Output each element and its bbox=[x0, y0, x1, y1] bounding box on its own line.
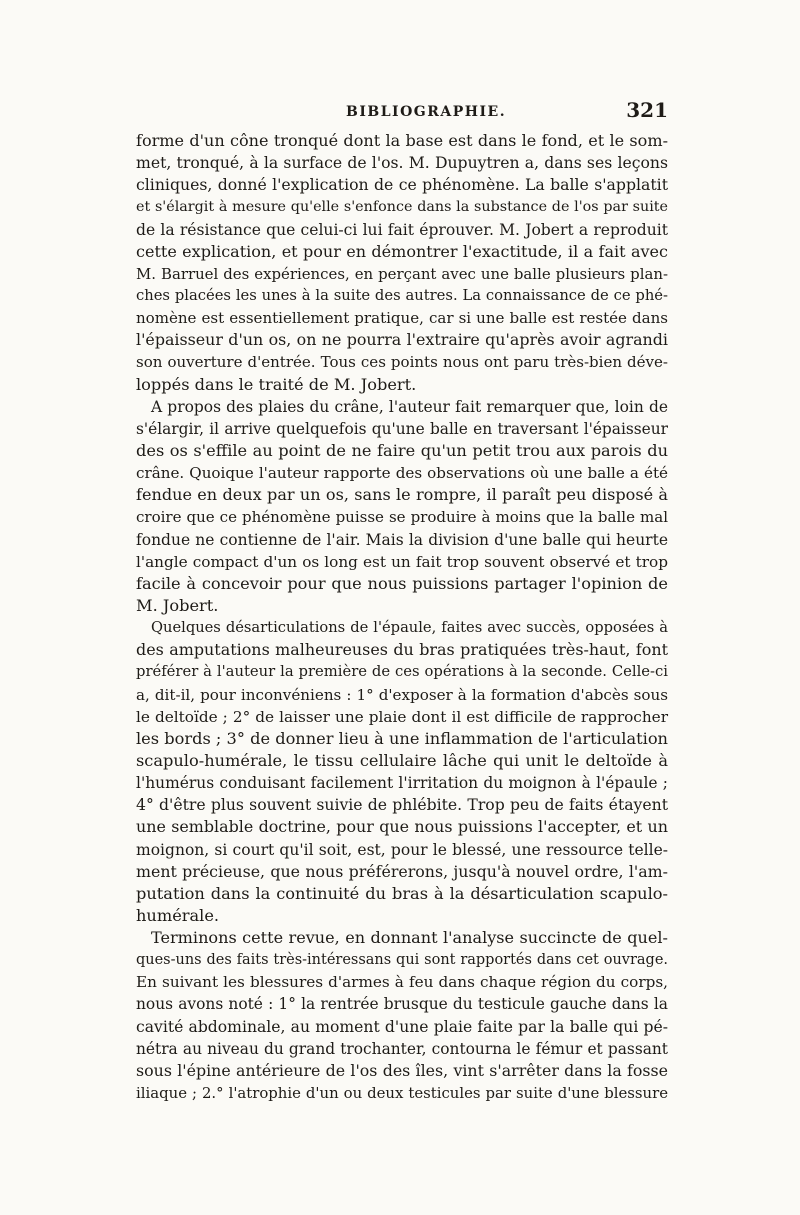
text-line: ques-uns des faits très-intéressans qui sont rapportés dans cet ouvrage. bbox=[136, 952, 668, 969]
text-line: des amputations malheureuses du bras pratiquées très-haut, font bbox=[136, 640, 668, 660]
text-line: facile à concevoir pour que nous puissions partager l'opinion de bbox=[136, 573, 668, 593]
text-line: a, dit-il, pour inconvéniens : 1° d'exposer à la formation d'abcès sous bbox=[136, 685, 668, 704]
text-line: nous avons noté : 1° la rentrée brusque du testicule gauche dans la bbox=[136, 995, 668, 1014]
text-line: Terminons cette revue, en donnant l'analyse succincte de quel- bbox=[151, 928, 668, 948]
text-line: des os s'effile au point de ne faire qu'un petit trou aux parois du bbox=[136, 440, 668, 460]
text-line: l'épaisseur d'un os, on ne pourra l'extraire qu'après avoir agrandi bbox=[136, 330, 668, 350]
text-line: A propos des plaies du crâne, l'auteur fait remarquer que, loin de bbox=[151, 397, 668, 416]
text-line: nétra au niveau du grand trochanter, contourna le fémur et passant bbox=[136, 1039, 668, 1058]
text-line: Quelques désarticulations de l'épaule, faites avec succès, opposées à bbox=[151, 619, 668, 637]
text-line: les bords ; 3° de donner lieu à une inflammation de l'articulation bbox=[136, 728, 668, 748]
text-line: 4° d'être plus souvent suivie de phlébite. Trop peu de faits étayent bbox=[136, 795, 668, 815]
text-line: loppés dans le traité de M. Jobert. bbox=[136, 374, 417, 394]
text-line: cette explication, et pour en démontrer l'exactitude, il a fait avec bbox=[136, 241, 668, 261]
text-line: le deltoïde ; 2° de laisser une plaie dont il est difficile de rapprocher bbox=[136, 707, 668, 726]
text-line: préférer à l'auteur la première de ces opérations à la seconde. Celle-ci bbox=[136, 663, 668, 681]
text-line: ment précieuse, que nous préférerons, jusqu'à nouvel ordre, l'am- bbox=[136, 861, 668, 881]
text-line: fondue ne contienne de l'air. Mais la division d'une balle qui heurte bbox=[136, 530, 668, 549]
text-line: l'humérus conduisant facilement l'irritation du moignon à l'épaule ; bbox=[136, 774, 668, 793]
text-line: moignon, si court qu'il soit, est, pour le blessé, une ressource telle- bbox=[136, 840, 668, 859]
text-line: putation dans la continuité du bras à la désarticulation scapulo- bbox=[136, 883, 668, 903]
text-line: cliniques, donné l'explication de ce phénomène. La balle s'applatit bbox=[136, 175, 668, 195]
text-line: met, tronqué, à la surface de l'os. M. Dupuytren a, dans ses leçons bbox=[136, 153, 668, 173]
text-line: cavité abdominale, au moment d'une plaie faite par la balle qui pé- bbox=[136, 1017, 668, 1036]
text-line: En suivant les blessures d'armes à feu dans chaque région du corps, bbox=[136, 973, 668, 992]
text-line: son ouverture d'entrée. Tous ces points nous ont paru très-bien déve- bbox=[136, 353, 668, 372]
text-line: crâne. Quoique l'auteur rapporte des observations où une balle a été bbox=[136, 464, 668, 483]
text-line: M. Jobert. bbox=[136, 595, 219, 615]
page-number: 321 bbox=[626, 98, 668, 122]
text-line: M. Barruel des expériences, en perçant avec une balle plusieurs plan- bbox=[136, 264, 668, 283]
text-line: ches placées les unes à la suite des autres. La connaissance de ce phé- bbox=[136, 286, 668, 304]
text-line: humérale. bbox=[136, 905, 220, 925]
text-line: de la résistance que celui-ci lui fait éprouver. M. Jobert a reproduit bbox=[136, 220, 668, 239]
text-line: et s'élargit à mesure qu'elle s'enfonce dans la substance de l'os par suite bbox=[136, 199, 668, 216]
text-line: une semblable doctrine, pour que nous puissions l'accepter, et un bbox=[136, 817, 668, 837]
text-line: iliaque ; 2.° l'atrophie d'un ou deux testicules par suite d'une blessure bbox=[136, 1084, 668, 1103]
text-line: s'élargir, il arrive quelquefois qu'une balle en traversant l'épaisseur bbox=[136, 419, 668, 438]
text-line: fendue en deux par un os, sans le rompre, il paraît peu disposé à bbox=[136, 485, 668, 505]
page-header bbox=[136, 98, 668, 126]
text-line: sous l'épine antérieure de l'os des îles, vint s'arrêter dans la fosse bbox=[136, 1060, 668, 1080]
text-line: croire que ce phénomène puisse se produire à moins que la balle mal bbox=[136, 508, 668, 527]
text-line: l'angle compact d'un os long est un fait trop souvent observé et trop bbox=[136, 552, 668, 571]
running-title: BIBLIOGRAPHIE. bbox=[346, 104, 507, 120]
text-line: forme d'un cône tronqué dont la base est dans le fond, et le som- bbox=[136, 131, 668, 150]
text-line: scapulo-humérale, le tissu cellulaire lâche qui unit le deltoïde à bbox=[136, 750, 668, 770]
text-line: nomène est essentiellement pratique, car si une balle est restée dans bbox=[136, 309, 668, 328]
body-text bbox=[136, 130, 668, 1104]
